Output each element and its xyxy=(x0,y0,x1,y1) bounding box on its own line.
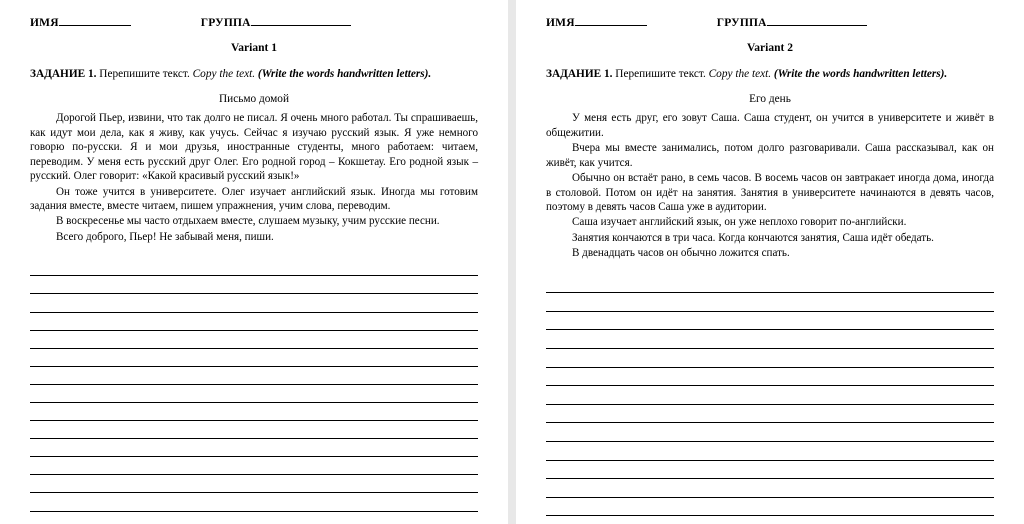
paragraph: Дорогой Пьер, извини, что так долго не писал. Я очень много работал. Ты спрашиваешь, как идут мои дела, как я живу, как учусь. Сейчас я изучаю русский язык. Я уже немного говорю по-русски. Я и мои друзья, иностранные студенты, много работаем: читаем, переводим. У меня есть русский друг Олег. Его родной город – Кокшетау. Его родной язык – русский. Олег говорит: «Какой красивый русский язык!» xyxy=(30,112,478,183)
writing-line[interactable] xyxy=(30,421,478,439)
writing-line[interactable] xyxy=(546,479,994,498)
group-field-2[interactable] xyxy=(717,14,867,29)
document-page-2 xyxy=(516,0,1024,524)
task-instruction-note-1: (Write the words handwritten letters). xyxy=(255,68,432,80)
writing-line[interactable] xyxy=(30,331,478,349)
writing-line[interactable] xyxy=(30,367,478,385)
writing-line[interactable] xyxy=(30,457,478,475)
writing-lines-2[interactable] xyxy=(546,275,994,524)
name-field-1[interactable] xyxy=(30,14,131,29)
name-rule-2 xyxy=(575,14,647,26)
paragraph: Саша изучает английский язык, он уже неплохо говорит по-английски. xyxy=(572,216,907,229)
name-label-2: ИМЯ xyxy=(546,17,575,29)
writing-line[interactable] xyxy=(30,294,478,312)
writing-line[interactable] xyxy=(546,330,994,349)
body-text-2 xyxy=(546,111,994,260)
task-block-2 xyxy=(546,67,994,81)
writing-line[interactable] xyxy=(546,423,994,442)
writing-line[interactable] xyxy=(30,349,478,367)
writing-line[interactable] xyxy=(546,275,994,294)
variant-title-1: Variant 1 xyxy=(231,42,277,54)
writing-line[interactable] xyxy=(30,512,478,524)
writing-line[interactable] xyxy=(546,312,994,331)
writing-lines-1[interactable] xyxy=(30,258,478,524)
writing-line[interactable] xyxy=(30,439,478,457)
task-instruction-en-2: Copy the text. xyxy=(705,68,772,80)
task-instruction-en-1: Copy the text. xyxy=(189,68,256,80)
body-text-1 xyxy=(30,111,478,244)
writing-line[interactable] xyxy=(30,403,478,421)
paragraph: У меня есть друг, его зовут Саша. Саша студент, он учится в университете и живёт в общежитии. xyxy=(546,112,994,139)
writing-line[interactable] xyxy=(30,385,478,403)
writing-line[interactable] xyxy=(30,258,478,276)
variant-title-2: Variant 2 xyxy=(747,42,793,54)
task-label-2: ЗАДАНИЕ 1. xyxy=(546,68,613,80)
paragraph: В двенадцать часов он обычно ложится спать. xyxy=(572,247,790,260)
task-instruction-ru-2: Перепишите текст. xyxy=(612,68,706,80)
writing-line[interactable] xyxy=(30,475,478,493)
writing-line[interactable] xyxy=(546,498,994,517)
writing-line[interactable] xyxy=(546,461,994,480)
paragraph: В воскресенье мы часто отдыхаем вместе, слушаем музыку, учим русские песни. xyxy=(56,215,440,228)
page-2-header xyxy=(546,14,994,29)
paragraph: Он тоже учится в университете. Олег изучает английский язык. Иногда мы готовим задания вместе, вместе читаем, пишем упражнения, учим слова, переводим. xyxy=(30,185,478,212)
writing-line[interactable] xyxy=(30,493,478,511)
text-title-2: Его день xyxy=(749,93,791,106)
text-title-1: Письмо домой xyxy=(218,93,289,106)
name-field-2[interactable] xyxy=(546,14,647,29)
task-instruction-ru-1: Перепишите текст. xyxy=(96,68,190,80)
group-rule-2 xyxy=(767,14,867,26)
group-rule-1 xyxy=(251,14,351,26)
page-1-header xyxy=(30,14,478,29)
paragraph: Обычно он встаёт рано, в семь часов. В восемь часов он завтракает иногда дома, иногда в столовой. Потом он идёт на занятия. Занятия в университете начинаются в девять часов, поэтому в девять часов Саша уже в аудитории. xyxy=(546,172,994,213)
writing-line[interactable] xyxy=(546,442,994,461)
group-label-1: ГРУППА xyxy=(200,17,251,29)
task-block-1 xyxy=(30,67,478,81)
document-page-1 xyxy=(0,0,508,524)
writing-line[interactable] xyxy=(546,349,994,368)
task-instruction-note-2: (Write the words handwritten letters). xyxy=(771,68,948,80)
name-label-1: ИМЯ xyxy=(30,17,59,29)
task-label-1: ЗАДАНИЕ 1. xyxy=(30,68,97,80)
group-label-2: ГРУППА xyxy=(716,17,767,29)
name-rule-1 xyxy=(59,14,131,26)
writing-line[interactable] xyxy=(546,293,994,312)
writing-line[interactable] xyxy=(30,313,478,331)
paragraph: Занятия кончаются в три часа. Когда кончаются занятия, Саша идёт обедать. xyxy=(572,231,934,244)
writing-line[interactable] xyxy=(546,368,994,387)
paragraph: Всего доброго, Пьер! Не забывай меня, пиши. xyxy=(56,230,274,243)
writing-line[interactable] xyxy=(30,276,478,294)
group-field-1[interactable] xyxy=(201,14,351,29)
paragraph: Вчера мы вместе занимались, потом долго разговаривали. Саша рассказывал, как он живёт, как учится. xyxy=(546,142,994,169)
writing-line[interactable] xyxy=(546,386,994,405)
writing-line[interactable] xyxy=(546,405,994,424)
writing-line[interactable] xyxy=(546,516,994,524)
